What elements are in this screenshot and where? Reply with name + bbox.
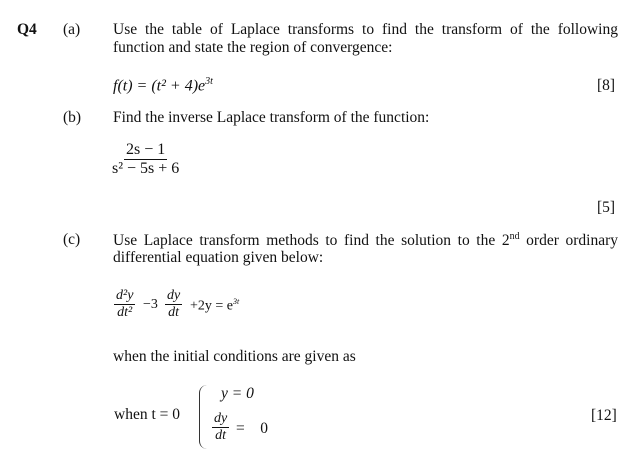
rhs-exponent: 3t [233, 297, 240, 306]
part-c-line1 [113, 231, 618, 250]
dt: dt [168, 305, 180, 321]
ode-rhs [190, 297, 239, 315]
part-b-label: (b) [63, 109, 82, 126]
cond-dy: dy [212, 411, 229, 428]
condition-1: y = 0 [221, 385, 254, 402]
dt2: dt² [117, 305, 133, 321]
line1-text: Use Laplace transform methods to find the solution to the 2 [113, 232, 510, 250]
question-number: Q4 [17, 21, 37, 38]
fraction-denominator: s² − 5s + 6 [112, 160, 180, 178]
when-t-zero: when t = 0 [114, 406, 180, 423]
part-c-label: (c) [63, 231, 81, 248]
conditions-intro: when the initial conditions are given as [113, 348, 356, 365]
ode-first-derivative [165, 288, 182, 321]
part-a-line2: function and state the region of convergence: [113, 39, 393, 56]
part-a-marks: [8] [597, 77, 616, 94]
part-a-line1: Use the table of Laplace transforms to find the transform of the following [113, 21, 618, 38]
ode-second-derivative [114, 288, 135, 321]
fraction-numerator: 2s − 1 [124, 141, 167, 160]
part-a-formula [113, 76, 213, 95]
part-c-line2: differential equation given below: [113, 249, 324, 266]
part-c-marks: [12] [591, 407, 617, 424]
line1-tail: order ordinary [519, 232, 618, 250]
ordinal-suffix: nd [509, 231, 520, 242]
ode-coefficient: −3 [143, 297, 158, 312]
dy: dy [165, 288, 182, 305]
brace-icon [199, 385, 208, 449]
condition-2-rhs: = 0 [236, 420, 268, 437]
cond-dt: dt [215, 428, 227, 444]
formula-exponent: 3t [205, 76, 213, 87]
part-a-label: (a) [63, 21, 81, 38]
condition-2-derivative [212, 411, 229, 444]
formula-text: f(t) = (t² + 4)e [113, 77, 206, 95]
d2y: d²y [114, 288, 135, 305]
part-b-marks: [5] [597, 199, 616, 216]
part-b-fraction [110, 141, 181, 179]
part-b-text: Find the inverse Laplace transform of the function: [113, 109, 430, 126]
rhs-text: +2y = e [190, 298, 234, 314]
